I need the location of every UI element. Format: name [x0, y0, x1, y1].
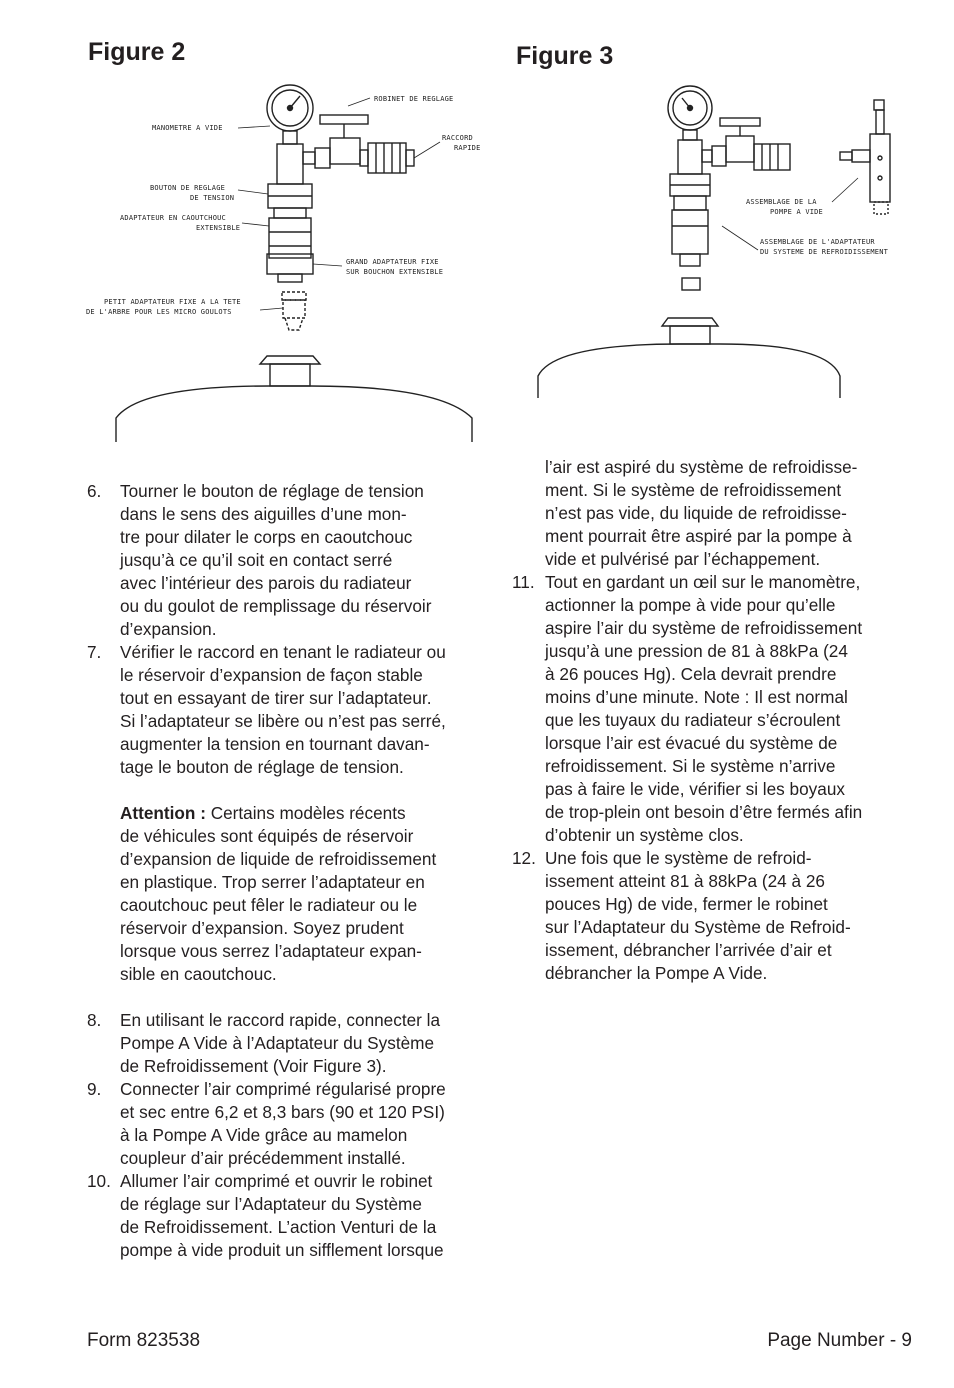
- step-text-line: Tout en gardant un œil sur le manomètre,: [545, 572, 861, 592]
- label-raccord-2: RAPIDE: [454, 144, 481, 152]
- label-adaptateur-1: ADAPTATEUR EN CAOUTCHOUC: [120, 214, 226, 222]
- step-8: [87, 1009, 497, 1078]
- step-text-line: de Refroidissement. L’action Venturi de la: [120, 1217, 437, 1237]
- step-text-line: le réservoir d’expansion de façon stable: [120, 665, 423, 685]
- step-10: [87, 1170, 497, 1262]
- step-text-line: aspire l’air du système de refroidissement: [545, 618, 863, 638]
- step-text-line: de réglage sur l’Adaptateur du Système: [120, 1194, 422, 1214]
- step-text-line: jusqu’à une pression de 81 à 88kPa (24: [545, 641, 848, 661]
- figure-2-title: Figure 2: [88, 38, 186, 66]
- step-text-line: dans le sens des aiguilles d’une mon-: [120, 504, 407, 524]
- step-text-line: tout en essayant de tirer sur l’adaptateur.: [120, 688, 432, 708]
- attention-text-line: de véhicules sont équipés de réservoir: [120, 826, 414, 846]
- figure-2-diagram: [80, 80, 500, 450]
- step-number: 10.: [87, 1171, 111, 1191]
- label-raccord-1: RACCORD: [442, 134, 473, 142]
- step-number: 9.: [87, 1079, 102, 1099]
- label-grand-1: GRAND ADAPTATEUR FIXE: [346, 258, 439, 266]
- form-number: Form 823538: [87, 1330, 201, 1351]
- step-text-line: ment pourrait être aspiré par la pompe à: [545, 526, 852, 546]
- step-text-line: à la Pompe A Vide grâce au mamelon: [120, 1125, 408, 1145]
- label-grand-2: SUR BOUCHON EXTENSIBLE: [346, 268, 444, 276]
- step-text-line: Vérifier le raccord en tenant le radiateur ou: [120, 642, 446, 662]
- label-adaptateur-2: EXTENSIBLE: [196, 224, 241, 232]
- vacuum-pump-icon: [840, 100, 890, 214]
- step-text-line: avec l’intérieur des parois du radiateur: [120, 573, 412, 593]
- quick-coupler-icon: [360, 143, 414, 173]
- step-number: 6.: [87, 481, 102, 501]
- step-text-line: coupleur d’air précédemment installé.: [120, 1148, 406, 1168]
- step-text-line: n’est pas vide, du liquide de refroidisse-: [545, 503, 847, 523]
- step-text-line: tage le bouton de réglage de tension.: [120, 757, 404, 777]
- vacuum-gauge-icon: [668, 86, 712, 130]
- step-text-line: de Refroidissement (Voir Figure 3).: [120, 1056, 387, 1076]
- step-6: [87, 480, 497, 641]
- step-7: [87, 641, 497, 779]
- attention-label: Attention :: [120, 803, 206, 823]
- step-text-line: de trop-plein ont besoin d’être fermés afin: [545, 802, 863, 822]
- step-text-line: et sec entre 6,2 et 8,3 bars (90 et 120 PSI): [120, 1102, 445, 1122]
- attention-text-line: d’expansion de liquide de refroidissement: [120, 849, 437, 869]
- attention-text-line: caoutchouc peut fêler le radiateur ou le: [120, 895, 418, 915]
- attention-text-line: en plastique. Trop serrer l’adaptateur en: [120, 872, 425, 892]
- attention-text-line: réservoir d’expansion. Soyez prudent: [120, 918, 404, 938]
- step-text-line: Une fois que le système de refroid-: [545, 848, 812, 868]
- step-text-line: Connecter l’air comprimé régularisé propre: [120, 1079, 446, 1099]
- step-text-line: moins d’une minute. Note : Il est normal: [545, 687, 848, 707]
- step-9: [87, 1078, 497, 1170]
- step-11: [512, 571, 912, 847]
- label-bouton-1: BOUTON DE REGLAGE: [150, 184, 226, 192]
- step-text-line: augmenter la tension en tournant davan-: [120, 734, 430, 754]
- label-robinet: ROBINET DE REGLAGE: [374, 95, 454, 103]
- step-text-line: Si l’adaptateur se libère ou n’est pas serré,: [120, 711, 446, 731]
- step-text-line: d’expansion.: [120, 619, 217, 639]
- step-text-line: pompe à vide produit un sifflement lorsque: [120, 1240, 444, 1260]
- label-manometre: MANOMETRE A VIDE: [152, 124, 223, 132]
- step-text-line: à 26 pouces Hg). Cela devrait prendre: [545, 664, 837, 684]
- step-text-line: Tourner le bouton de réglage de tension: [120, 481, 424, 501]
- page-number: Page Number - 9: [767, 1330, 912, 1351]
- figure-3-diagram: [510, 78, 920, 404]
- vacuum-gauge-icon: [267, 85, 313, 131]
- step-text-line: actionner la pompe à vide pour qu’elle: [545, 595, 836, 615]
- step-number: 12.: [512, 848, 536, 868]
- step-text-line: En utilisant le raccord rapide, connecter la: [120, 1010, 441, 1030]
- label-petit-1: PETIT ADAPTATEUR FIXE A LA TETE: [104, 298, 241, 306]
- right-column: [512, 456, 912, 985]
- step-number: 7.: [87, 642, 102, 662]
- step-text-line: refroidissement. Si le système n’arrive: [545, 756, 836, 776]
- label-pompe-1: ASSEMBLAGE DE LA: [746, 198, 817, 206]
- step-10-continued: [512, 456, 912, 571]
- label-systeme-2: DU SYSTEME DE REFROIDISSEMENT: [760, 248, 889, 256]
- step-text-line: pouces Hg) de vide, fermer le robinet: [545, 894, 828, 914]
- valve-icon: [303, 115, 368, 168]
- attention-note: [87, 802, 497, 986]
- step-text-line: issement, débrancher l’arrivée d’air et: [545, 940, 832, 960]
- step-text-line: Pompe A Vide à l’Adaptateur du Système: [120, 1033, 435, 1053]
- step-text-line: pas à faire le vide, vérifier si les boyaux: [545, 779, 845, 799]
- label-bouton-2: DE TENSION: [190, 194, 235, 202]
- attention-text-line: sible en caoutchouc.: [120, 964, 277, 984]
- label-petit-2: DE L'ARBRE POUR LES MICRO GOULOTS: [86, 308, 232, 316]
- step-number: 11.: [512, 572, 535, 592]
- step-text-line: lorsque l’air est évacué du système de: [545, 733, 838, 753]
- step-text-line: l’air est aspiré du système de refroidisse-: [545, 457, 858, 477]
- label-systeme-1: ASSEMBLAGE DE L'ADAPTATEUR: [760, 238, 875, 246]
- step-text-line: d’obtenir un système clos.: [545, 825, 744, 845]
- step-text-line: jusqu’à ce qu’il soit en contact serré: [120, 550, 393, 570]
- step-text-line: sur l’Adaptateur du Système de Refroid-: [545, 917, 851, 937]
- step-text-line: que les tuyaux du radiateur s’écroulent: [545, 710, 841, 730]
- step-number: 8.: [87, 1010, 102, 1030]
- step-text-line: ou du goulot de remplissage du réservoir: [120, 596, 432, 616]
- step-text-line: débrancher la Pompe A Vide.: [545, 963, 768, 983]
- left-column: [87, 480, 497, 1262]
- figure-3-title: Figure 3: [516, 42, 614, 70]
- step-text-line: issement atteint 81 à 88kPa (24 à 26: [545, 871, 825, 891]
- step-text-line: Allumer l’air comprimé et ouvrir le robinet: [120, 1171, 433, 1191]
- step-text-line: ment. Si le système de refroidissement: [545, 480, 842, 500]
- attention-text: Certains modèles récents: [205, 803, 406, 823]
- step-text-line: vide et pulvérisé par l’échappement.: [545, 549, 821, 569]
- attention-text-line: lorsque vous serrez l’adaptateur expan-: [120, 941, 422, 961]
- label-pompe-2: POMPE A VIDE: [770, 208, 823, 216]
- step-text-line: tre pour dilater le corps en caoutchouc: [120, 527, 413, 547]
- step-12: [512, 847, 912, 985]
